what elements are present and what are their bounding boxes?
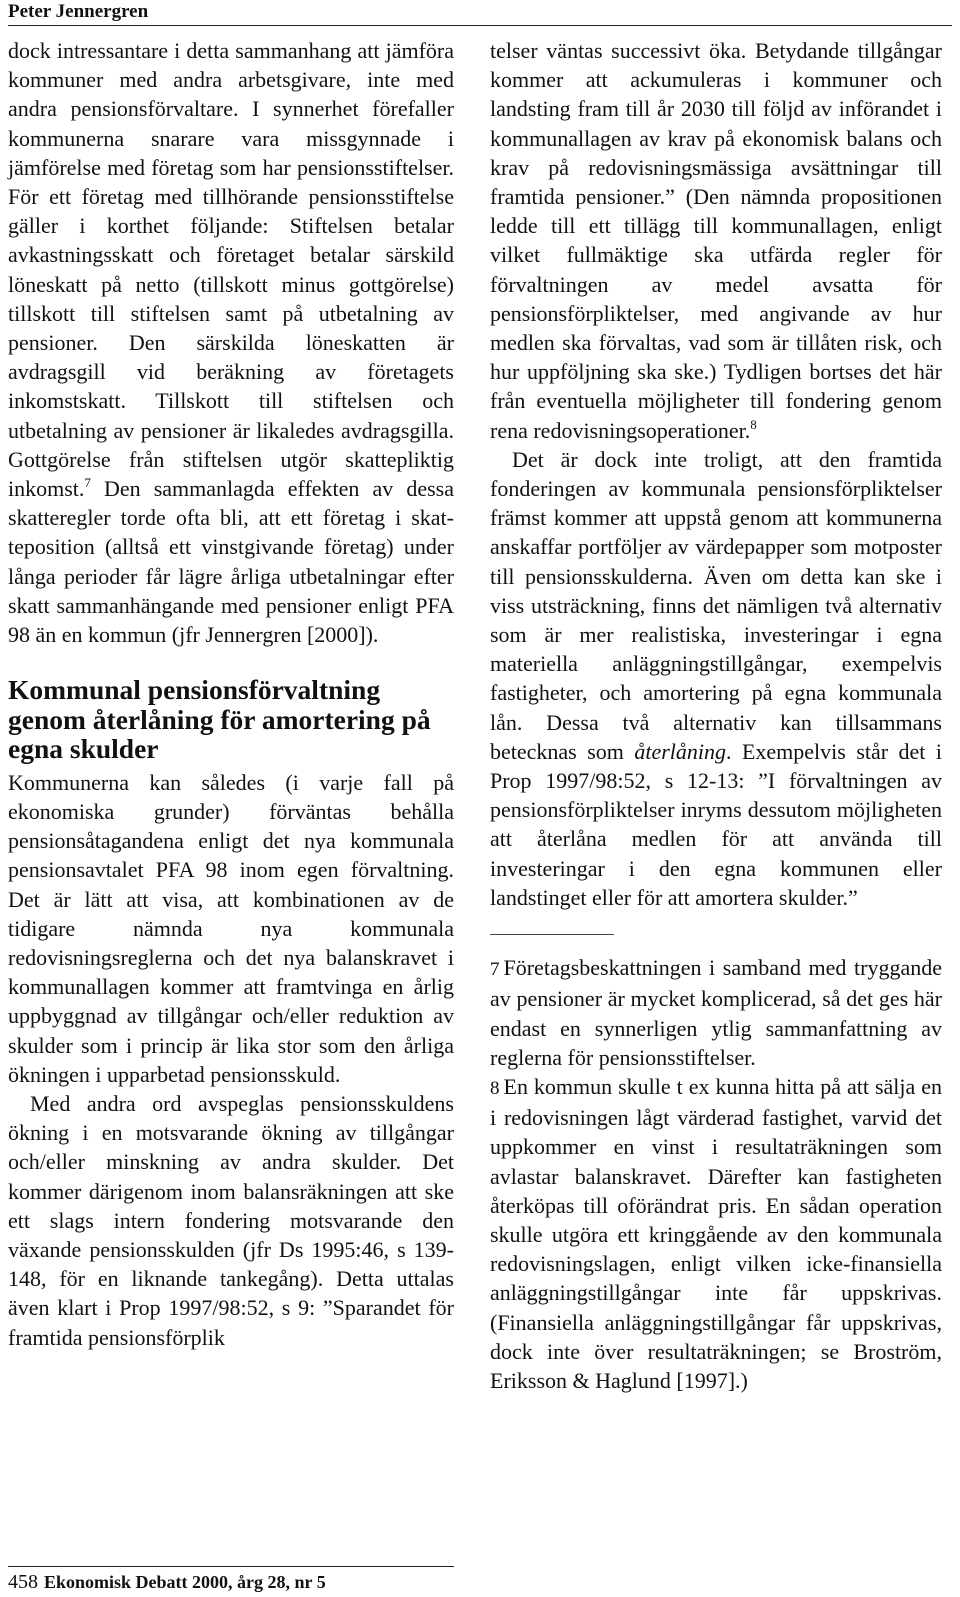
footnote-ref[interactable]: 7 bbox=[84, 475, 91, 491]
left-column bbox=[8, 36, 454, 1352]
footnote-divider bbox=[490, 934, 614, 935]
page-footer bbox=[8, 1566, 454, 1594]
footnote-number: 7 bbox=[490, 959, 500, 981]
footnote-ref[interactable]: 8 bbox=[750, 416, 757, 432]
emphasis: återlåning bbox=[634, 738, 727, 764]
running-head bbox=[8, 0, 952, 26]
page-number: 458 bbox=[8, 1571, 38, 1593]
footnote: 8 En kommun skulle t ex kunna hitta på att sälja en i redovisningen lågt värderad fastighet, varvid det uppkommer en vinst i resultaträkningen som avlastar balanskravet. Därefter kan fastigheten återköpas till oförändrat pris. En sådan operation skulle utgöra ett kringgående av den kommunala redovisningslagen, enligt vilken icke-finansiella anläggningstillgångar inte får uppskrivas. (Finansiella anläggningstillgångar får uppskrivas, dock inte över resultaträkningen; se Broström, Eriksson & Haglund [1997].) bbox=[490, 1073, 942, 1393]
section-heading: Kommunal pensionsförvaltning genom återlåning för amortering på egna skulder bbox=[8, 674, 431, 765]
author-name: Peter Jennergren bbox=[8, 1, 149, 22]
body-paragraph: dock intressantare i detta sammanhang att jämföra kommuner med andra arbetsgivare, inte med andra pensionsförvaltare. I synnerhet förefaller kommunerna snarare vara missgynnade i jämförelse med företag som har pensionsstiftelser. För ett företag med tillhörande pensionsstiftelse gäller i korthet följande: Stiftelsen betalar avkastningsskatt och företaget betalar särskild löneskatt på netto (tillskott minus gottgörelse) tillskott till stiftelsen samt på utbetalning av pensioner. Den särskilda löneskatten är avdragsgill vid beräkning av företagets inkomstskatt. Tillskott till stiftelsen och utbetalning av pensioner är likaledes avdragsgilla. Gottgörelse från stiftelsen utgör skattepliktig inkomst.$^7$ Den sammanlagda effekten av dessa skatteregler torde ofta bli, att ett företag i skatteposition (alltså ett vinstgivande företag) under långa perioder får lägre årliga utbetalningar efter skatt sammanhängande med pensioner enligt PFA 98 än en kommun (jfr Jennergren [2000]). bbox=[8, 38, 455, 648]
body-paragraph: Med andra ord avspeglas pensionsskuldens ökning i en motsvarande ökning av tillgångar och/eller minskning av andra skulder. Det kommer därigenom inom balansräkningen att ske ett slags intern fondering motsvarande den växande pensionsskulden (jfr Ds 1995:46, s 139-148, för en liknande tankegång). Detta uttalas även klart i Prop 1997/98:52, s 9: ”Sparandet för framtida pensionsförplik bbox=[8, 1091, 454, 1350]
footnote: 7 Företagsbeskattningen i samband med tryggande av pensioner är mycket komplicerad, så det ges här endast en synnerligen ytlig sammanfattning av reglerna för pensionsstiftelser. bbox=[490, 955, 942, 1070]
footnote-number: 8 bbox=[490, 1077, 500, 1099]
journal-name: Ekonomisk Debatt 2000, årg 28, nr 5 bbox=[44, 1572, 326, 1592]
body-paragraph: Kommunerna kan således (i varje fall på ekonomiska grunder) förväntas behålla pensionsåtagandena enligt det nya kommunala pensionsavtalet PFA 98 inom egen förvaltning. Det är lätt att visa, att kombinationen av de tidigare nämnda nya kommunala redovisningsreglerna och det nya balanskravet i kommunallagen kommer att framtvinga en årlig uppbyggnad av tillgångar och/eller reduktion av skulder som i princip är lika stor som den årliga ökningen i upparbetad pensionsskuld. bbox=[8, 769, 454, 1087]
body-paragraph: telser väntas successivt öka. Betydande tillgångar kommer att ackumuleras i kommuner och landsting fram till år 2030 till följd av införandet i kommunallagen av krav på ekonomisk balans och krav på redovisningsmässiga avsättningar till framtida pensioner.” (Den nämnda propositionen ledde till ett tillägg till kommunallagen, enligt vilket fullmäktige ska utfärda regler för förvaltningen av medel avsatta för pensionsförpliktelser, med angivande av hur medlen ska förvaltas, vad som är tillåten risk, och hur uppföljning ska ske.) Tydligen bortses det här från eventuella möjligheter till fondering genom rena redovisningsoperationer.$^8$ bbox=[490, 38, 942, 443]
right-column bbox=[490, 36, 942, 1395]
body-paragraph: Det är dock inte troligt, att den framtida fonderingen av kommunala pensionsförpliktelser främst kommer att uppstå genom att kommunerna anskaffar portföljer av värdepapper som motposter till pensionsskulderna. Även om detta kan ske i viss utsträckning, finns det nämligen två alternativ som är mer realistiska, investeringar i egna materiella anläggningstillgångar, exempelvis fastigheter, och amortering på egna kommunala lån. Dessa två alternativ kan tillsammans betecknas som återlåning. Exempelvis står det i Prop 1997/98:52, s 12-13: ”I förvaltningen av pensionsförpliktelser inryms dessutom möjligheten att återlåna medlen för att använda till investeringar i den egna kommunen eller landstinget eller för att amortera skulder.” bbox=[490, 446, 943, 910]
